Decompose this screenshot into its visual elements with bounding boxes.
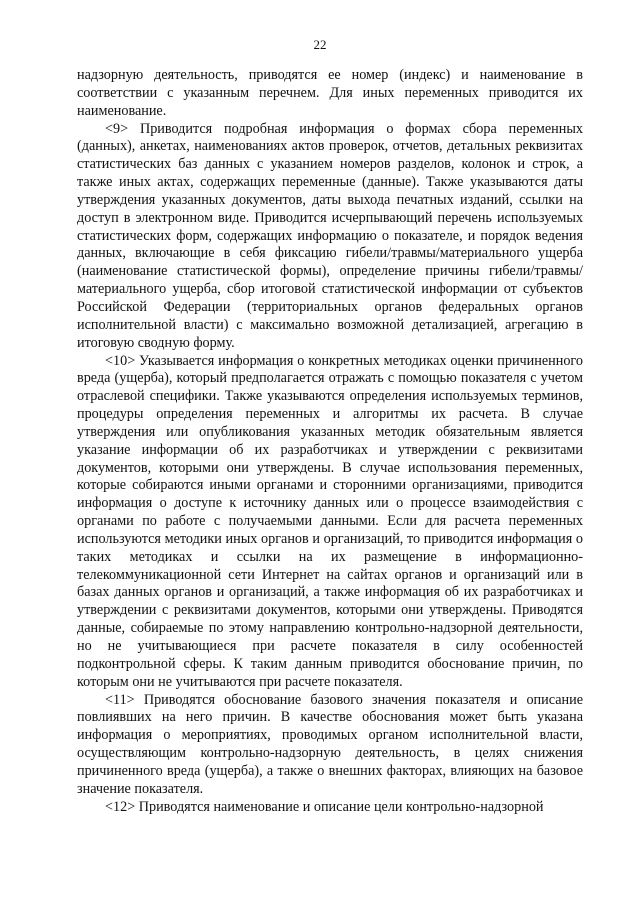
footnote-9-paragraph: <9> Приводится подробная информация о формах сбора переменных (данных), анкетах, наименованиях актов проверок, отчетов, детальных реквизитах статистических баз данных с указанием номеров разделов, колонок и строк, а также иных актах, содержащих переменные (данные). Также указываются даты утверждения указанных документов, даты выхода печатных изданий, ссылки на доступ в электронном виде. Приводится исчерпывающий перечень используемых статистических форм, содержащих информацию о показателе, и порядок ведения данных, включающие в себя фиксацию гибели/травмы/материального ущерба (наименование статистической формы), определение причины гибели/травмы/материального ущерба, сбор итоговой статистической информации от субъектов Российской Федерации (территориальных органов федеральных органов исполнительной власти) с максимально возможной детализацией, агрегацию в итоговую сводную форму. [77,120,583,351]
footnote-11-paragraph: <11> Приводятся обоснование базового значения показателя и описание повлиявших на него причин. В качестве обоснования может быть указана информация о мероприятиях, проводимых органом исполнительной власти, осуществляющим контрольно-надзорную деятельность, в целях снижения причиненного вреда (ущерба), а также о внешних факторах, влияющих на базовое значение показателя. [77,691,583,797]
footnote-12-paragraph: <12> Приводятся наименование и описание цели контрольно-надзорной [105,798,544,815]
paragraph-continuation: надзорную деятельность, приводятся ее номер (индекс) и наименование в соответствии с указанным перечнем. Для иных переменных приводится их наименование. [77,67,583,119]
footnote-10-paragraph: <10> Указывается информация о конкретных методиках оценки причиненного вреда (ущерба), который предполагается отражать с помощью показателя с учетом отраслевой специфики. Также указываются определения используемых терминов, процедуры определения переменных и алгоритмы их расчета. В случае утверждения или опубликования указанных методик обязательным является указание информации об их разработчиках и утверждении с реквизитами документов, которыми они утверждены. В случае использования переменных, которые собираются иными органами и сторонними организациями, приводится информация о доступе к источнику данных или о процессе взаимодействия с органами по работе с получаемыми данными. Если для расчета переменных используются методики иных органов и организаций, то приводится информация о таких методиках и ссылки на их размещение в информационно-телекоммуникационной сети Интернет на сайтах органов и организаций или в базах данных органов и организаций, а также информация об их разработчиках и утверждении с реквизитами документов, которыми они утверждены. Приводятся данные, собираемые по этому направлению контрольно-надзорной деятельности, но не учитывающиеся при расчете показателя в силу особенностей подконтрольной сферы. К таким данным приводится обоснование причин, по которым они не учитываются при расчете показателя. [77,352,583,690]
document-body [77,67,583,816]
page-number: 22 [313,37,327,52]
